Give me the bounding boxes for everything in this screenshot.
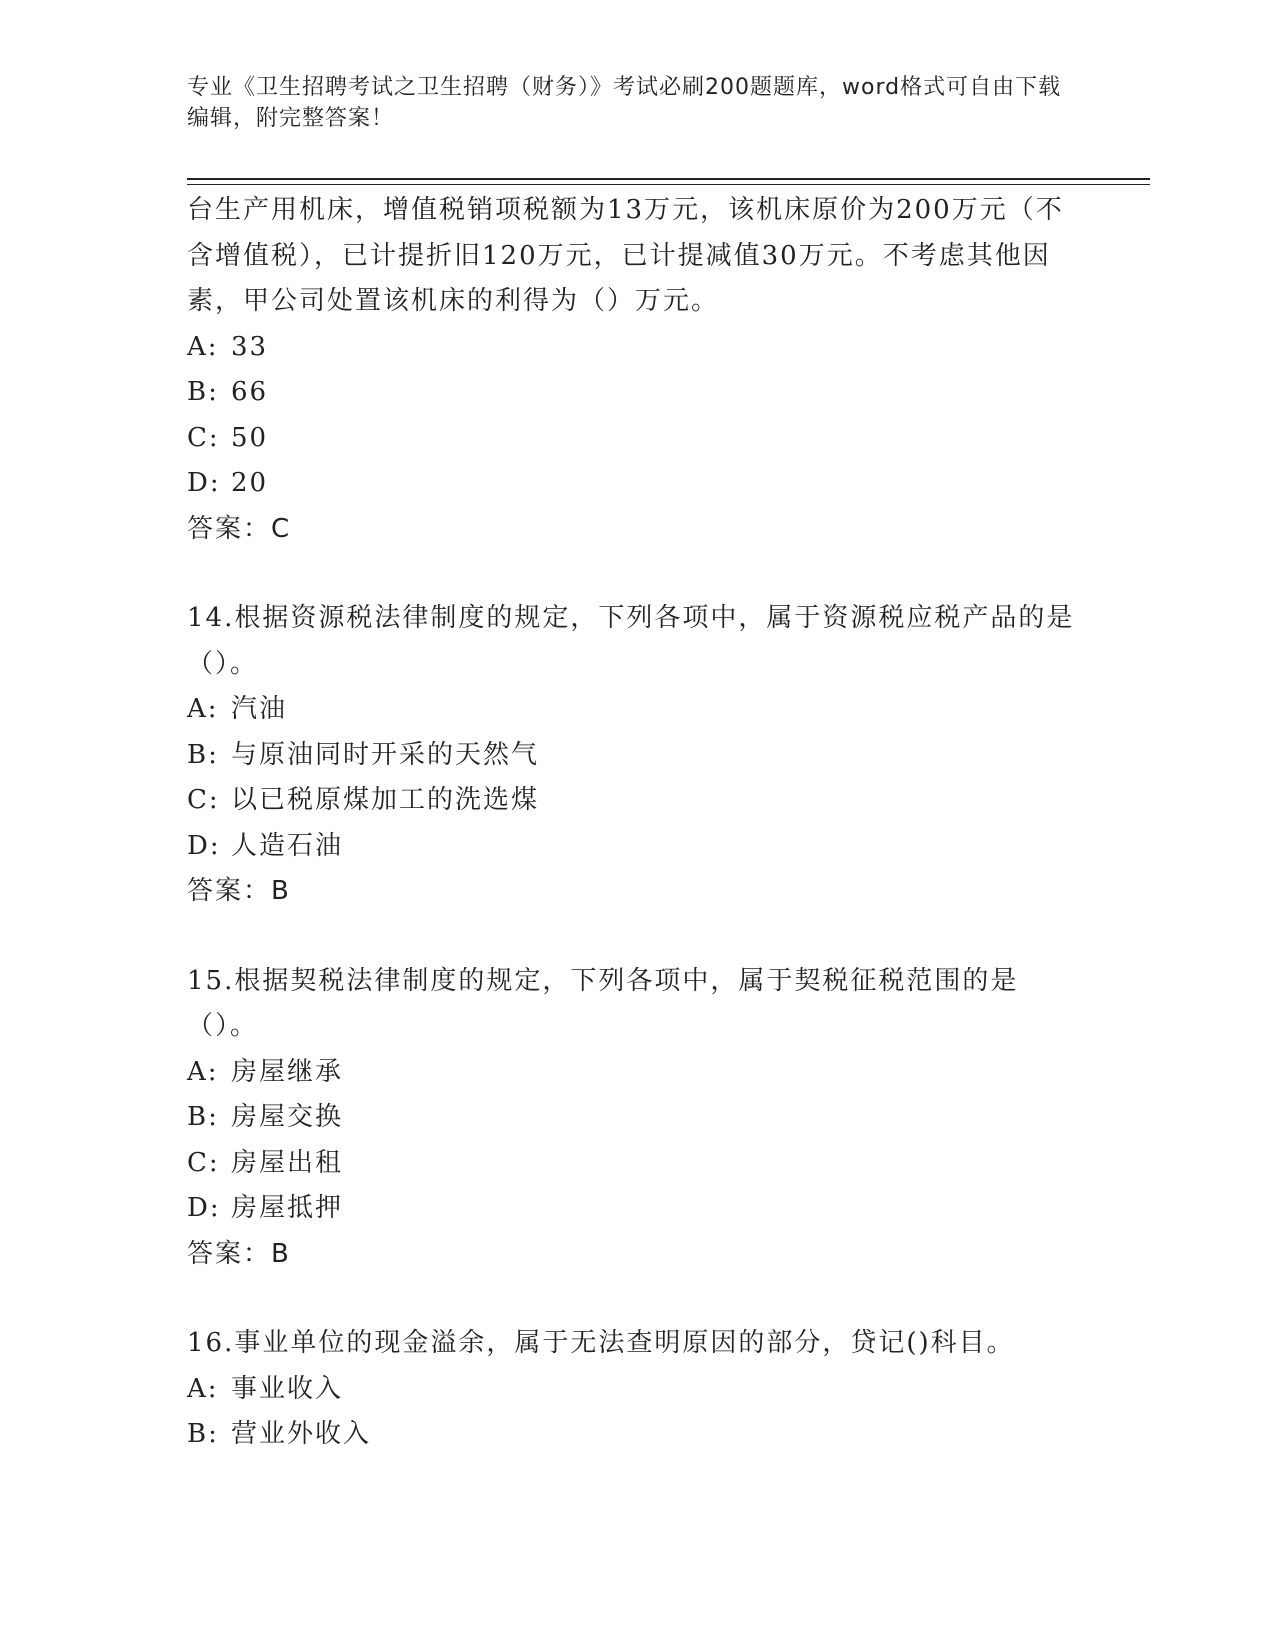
header-divider-thick (187, 178, 1150, 180)
option-key: D: (187, 468, 221, 498)
spacer (187, 915, 1087, 959)
document-header: 专业《卫生招聘考试之卫生招聘（财务）》考试必刷200题题库，word格式可自由下载编辑，附完整答案！ (187, 75, 1062, 131)
option-key: C: (187, 1147, 220, 1178)
spacer (187, 1277, 1087, 1321)
option-a (187, 687, 1087, 733)
option-c (187, 1141, 1087, 1187)
option-key: B: (187, 1419, 219, 1449)
option-a (187, 1050, 1087, 1096)
option-text: 20 (231, 468, 269, 498)
option-text: 事业收入 (231, 1373, 344, 1404)
option-text: 50 (231, 422, 269, 453)
option-key: A: (187, 331, 219, 362)
answer-line: 答案：B (187, 876, 291, 906)
question-block (187, 1321, 1087, 1458)
option-b (187, 370, 1087, 416)
answer-line: 答案：C (187, 513, 292, 544)
option-text: 66 (231, 377, 269, 407)
option-key: A: (187, 1056, 219, 1087)
option-d (187, 461, 1087, 507)
question-block (187, 959, 1087, 1278)
option-key: D: (187, 830, 221, 861)
answer-line: 答案：B (187, 1238, 291, 1269)
option-key: A: (187, 694, 219, 724)
option-key: B: (187, 377, 219, 407)
option-a (187, 325, 1087, 371)
option-text: 房屋出租 (231, 1147, 344, 1178)
question-stem: 14.根据资源税法律制度的规定，下列各项中，属于资源税应税产品的是（）。 (187, 603, 1075, 679)
option-text: 房屋抵押 (231, 1193, 344, 1223)
option-key: C: (187, 422, 220, 453)
option-b (187, 1095, 1087, 1141)
option-key: D: (187, 1193, 221, 1223)
option-key: B: (187, 739, 219, 770)
question-block (187, 596, 1087, 915)
option-text: 与原油同时开采的天然气 (231, 739, 540, 770)
option-c (187, 778, 1087, 824)
option-text: 33 (231, 331, 269, 362)
question-stem: 台生产用机床，增值税销项税额为13万元，该机床原价为200万元（不含增值税），已计提折旧120万元，已计提减值30万元。不考虑其他因素，甲公司处置该机床的利得为（）万元。 (187, 195, 1064, 316)
option-a (187, 1367, 1087, 1413)
option-text: 人造石油 (231, 830, 344, 861)
question-stem: 15.根据契税法律制度的规定，下列各项中，属于契税征税范围的是（）。 (187, 965, 1019, 1041)
spacer (187, 552, 1087, 596)
option-key: B: (187, 1102, 219, 1132)
option-text: 汽油 (231, 694, 288, 724)
option-b (187, 1412, 1087, 1458)
option-text: 营业外收入 (231, 1419, 372, 1449)
option-c (187, 416, 1087, 462)
option-d (187, 1186, 1087, 1232)
option-d (187, 824, 1087, 870)
option-text: 以已税原煤加工的洗选煤 (231, 785, 540, 815)
option-text: 房屋交换 (231, 1102, 344, 1132)
question-list (187, 188, 1087, 1458)
option-b (187, 733, 1087, 779)
option-text: 房屋继承 (231, 1056, 344, 1087)
option-key: A: (187, 1373, 219, 1404)
question-block (187, 188, 1087, 552)
header-divider-thin (187, 184, 1150, 185)
option-key: C: (187, 785, 220, 815)
question-stem: 16.事业单位的现金溢余，属于无法查明原因的部分，贷记()科目。 (187, 1328, 1015, 1358)
